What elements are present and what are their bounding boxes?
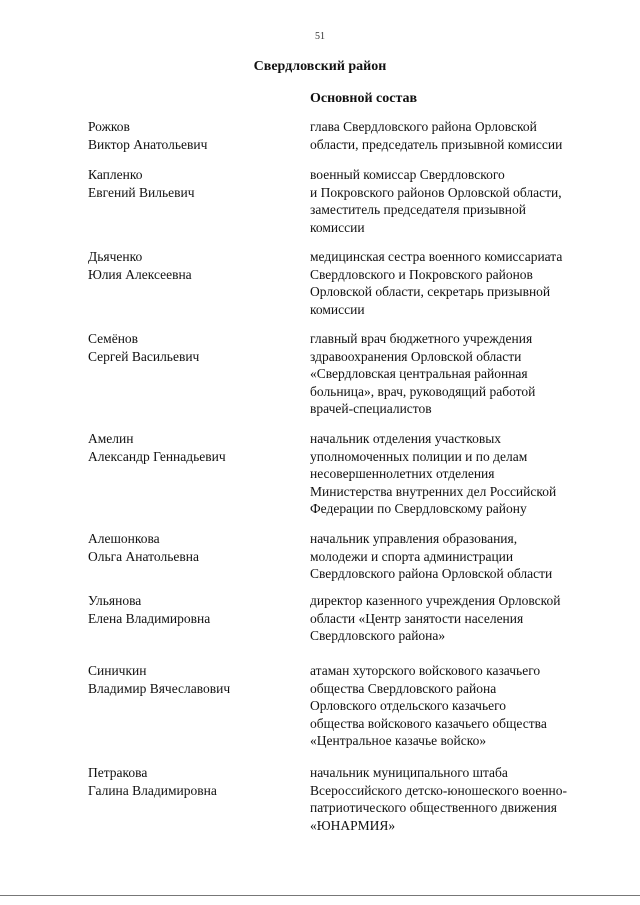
role-line: Министерства внутренних дел Российской: [310, 483, 557, 499]
member-role: [310, 118, 610, 153]
role-line: патриотического общественного движения: [310, 800, 557, 816]
role-line: здравоохранения Орловской области: [310, 348, 522, 364]
member-role: [310, 248, 610, 318]
member-person: [88, 118, 288, 153]
member-name: Галина Владимировна: [88, 782, 217, 798]
role-line: начальник отделения участковых: [310, 431, 502, 446]
role-line: области «Центр занятости населения: [310, 610, 524, 626]
member-role: [310, 592, 610, 645]
member-person: [88, 662, 288, 697]
member-surname: Дьяченко: [88, 249, 143, 264]
member-person: [88, 166, 288, 201]
role-line: начальник муниципального штаба: [310, 765, 508, 780]
member-surname: Алешонкова: [88, 531, 160, 546]
role-line: Орловской области, секретарь призывной: [310, 284, 551, 300]
member-role: [310, 662, 610, 750]
role-line: комиссии: [310, 219, 365, 235]
role-line: Орловского отдельского казачьего: [310, 698, 507, 714]
member-person: [88, 430, 288, 465]
member-person: [88, 330, 288, 365]
role-line: уполномоченных полиции и по делам: [310, 448, 528, 464]
member-person: [88, 248, 288, 283]
member-surname: Семёнов: [88, 331, 139, 346]
role-line: Свердловского и Покровского районов: [310, 266, 533, 282]
role-line: Федерации по Свердловскому району: [310, 501, 527, 517]
member-role: [310, 330, 610, 418]
member-person: [88, 592, 288, 627]
member-role: [310, 764, 610, 834]
page-number: 51: [315, 31, 325, 42]
member-name: Владимир Вячеславович: [88, 680, 231, 696]
member-person: [88, 530, 288, 565]
member-name: Александр Геннадьевич: [88, 448, 226, 464]
member-name: Ольга Анатольевна: [88, 548, 199, 564]
role-line: заместитель председателя призывной: [310, 202, 526, 218]
member-role: [310, 530, 610, 583]
role-line: атаман хуторского войскового казачьего: [310, 663, 541, 678]
role-line: «Свердловская центральная районная: [310, 366, 528, 382]
role-line: «ЮНАРМИЯ»: [310, 817, 396, 833]
member-role: [310, 166, 610, 236]
member-surname: Ульянова: [88, 593, 142, 608]
bottom-rule: [0, 895, 640, 896]
role-line: общества Свердловского района: [310, 680, 497, 696]
member-surname: Рожков: [88, 119, 130, 134]
district-title: Свердловский район: [253, 59, 387, 74]
role-line: начальник управления образования,: [310, 531, 518, 546]
member-role: [310, 430, 610, 518]
role-line: Всероссийского детско-юношеского военно-: [310, 782, 568, 798]
role-line: медицинская сестра военного комиссариата: [310, 249, 563, 264]
role-line: врачей-специалистов: [310, 401, 432, 417]
member-name: Елена Владимировна: [88, 610, 211, 626]
section-title: Основной состав: [310, 91, 418, 106]
role-line: больница», врач, руководящий работой: [310, 383, 536, 399]
member-surname: Петракова: [88, 765, 148, 780]
role-line: директор казенного учреждения Орловской: [310, 593, 561, 608]
member-surname: Синичкин: [88, 663, 147, 678]
member-surname: Капленко: [88, 167, 143, 182]
role-line: несовершеннолетних отделения: [310, 466, 495, 482]
member-surname: Амелин: [88, 431, 134, 446]
role-line: и Покровского районов Орловской области,: [310, 184, 562, 200]
member-name: Сергей Васильевич: [88, 348, 200, 364]
role-line: глава Свердловского района Орловской: [310, 119, 537, 134]
role-line: области, председатель призывной комиссии: [310, 136, 563, 152]
role-line: Свердловского района»: [310, 628, 446, 644]
role-line: Свердловского района Орловской области: [310, 566, 553, 582]
role-line: военный комиссар Свердловского: [310, 167, 505, 182]
member-person: [88, 764, 288, 799]
role-line: комиссии: [310, 301, 365, 317]
role-line: главный врач бюджетного учреждения: [310, 331, 533, 346]
member-name: Евгений Вильевич: [88, 184, 195, 200]
member-name: Юлия Алексеевна: [88, 266, 192, 282]
member-name: Виктор Анатольевич: [88, 136, 208, 152]
role-line: молодежи и спорта администрации: [310, 548, 514, 564]
role-line: общества войскового казачьего общества: [310, 715, 547, 731]
role-line: «Центральное казачье войско»: [310, 733, 487, 749]
